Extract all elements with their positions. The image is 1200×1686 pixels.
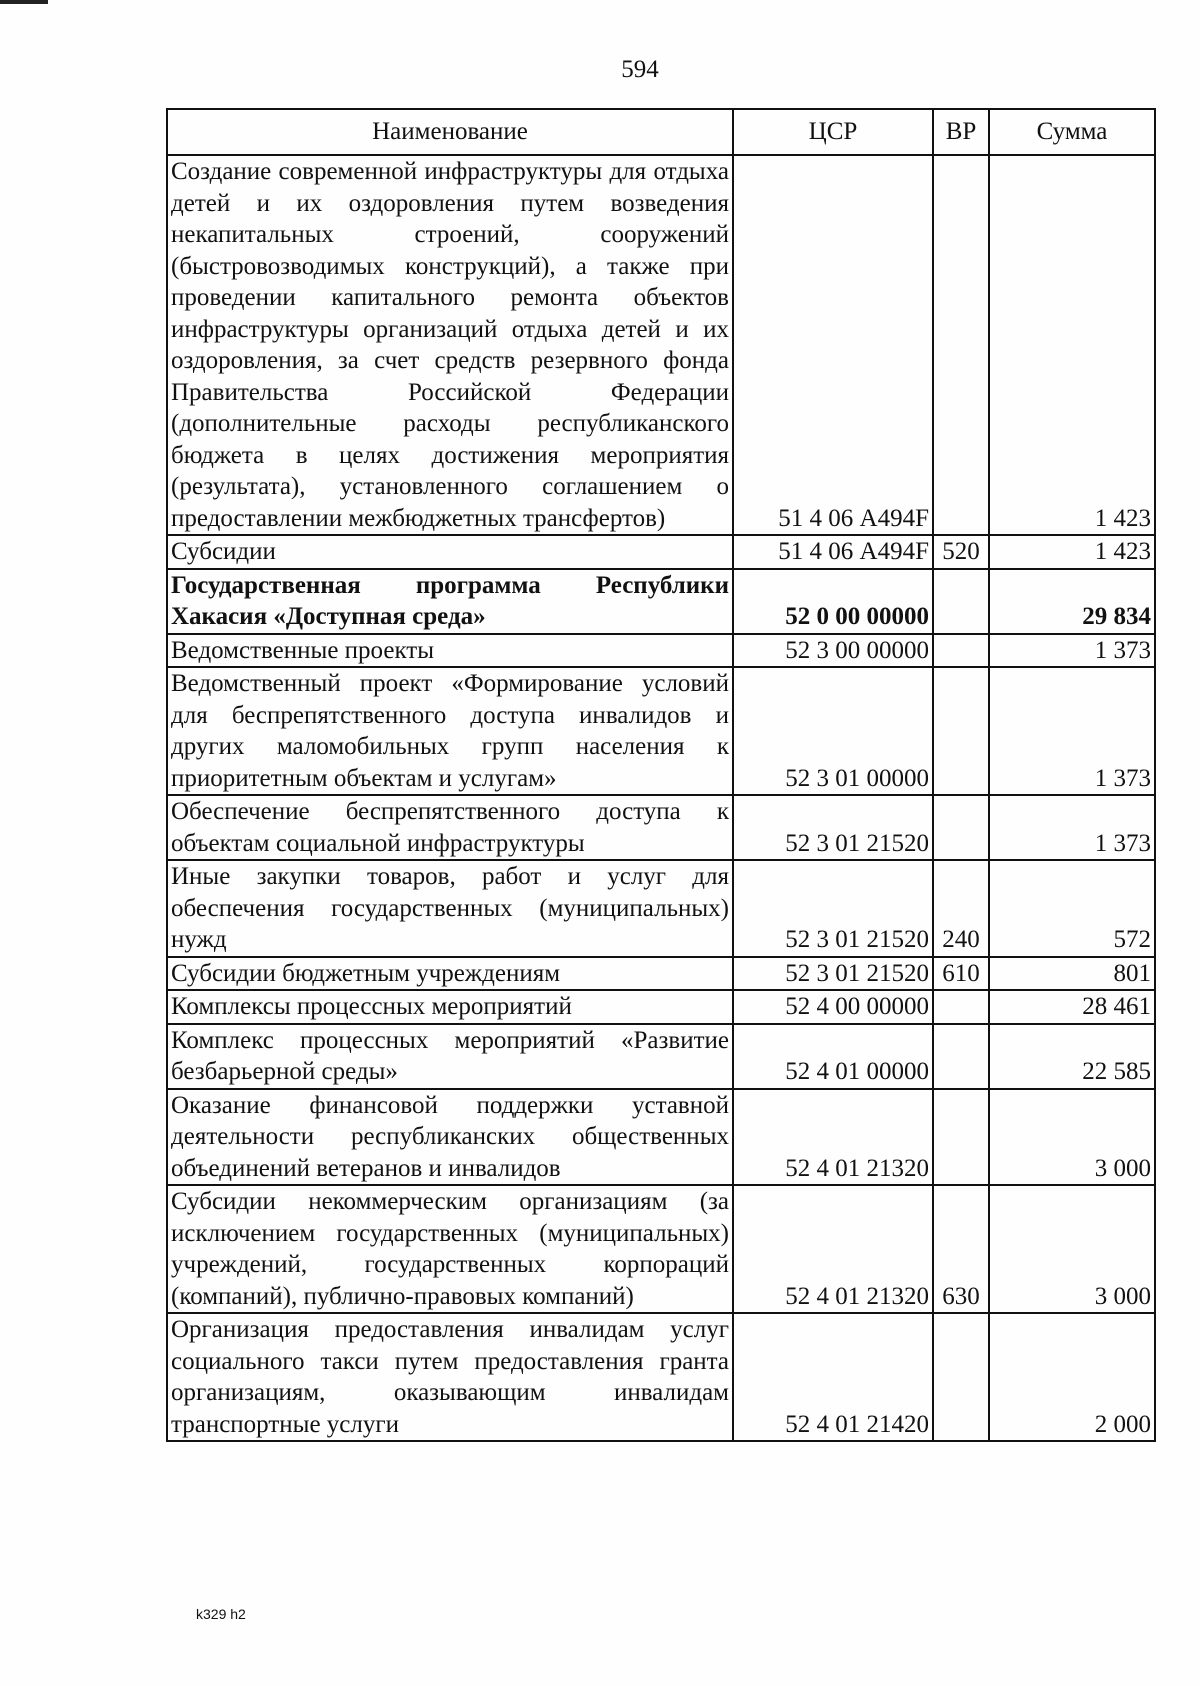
row-sum: 2 000 (989, 1313, 1155, 1441)
budget-table (166, 108, 1156, 1442)
row-vr (933, 569, 989, 634)
row-sum: 1 373 (989, 667, 1155, 795)
table-row (167, 1089, 1155, 1186)
table-row (167, 1024, 1155, 1089)
row-vr: 610 (933, 957, 989, 991)
row-vr (933, 667, 989, 795)
header-vr: ВР (933, 109, 989, 155)
row-sum: 3 000 (989, 1185, 1155, 1313)
table-row (167, 860, 1155, 957)
row-name: Комплексы процессных мероприятий (167, 990, 733, 1024)
row-csr: 52 0 00 00000 (733, 569, 933, 634)
row-vr (933, 1089, 989, 1186)
row-name: Оказание финансовой поддержки уставной деятельности республиканских общественных объединений ветеранов и инвалидов (167, 1089, 733, 1186)
row-name: Субсидии некоммерческим организациям (за исключением государственных (муниципальных) учреждений, государственных корпораций (компаний), публично-правовых компаний) (167, 1185, 733, 1313)
row-sum: 29 834 (989, 569, 1155, 634)
row-vr: 240 (933, 860, 989, 957)
row-csr: 52 3 00 00000 (733, 634, 933, 668)
row-vr (933, 990, 989, 1024)
row-csr: 52 3 01 21520 (733, 795, 933, 860)
table-row (167, 957, 1155, 991)
row-sum: 1 373 (989, 634, 1155, 668)
row-sum: 22 585 (989, 1024, 1155, 1089)
row-vr (933, 155, 989, 535)
row-vr: 630 (933, 1185, 989, 1313)
table-row (167, 1185, 1155, 1313)
table-header-row (167, 109, 1155, 155)
row-csr: 51 4 06 А494F (733, 155, 933, 535)
row-csr: 51 4 06 А494F (733, 535, 933, 569)
table-row (167, 795, 1155, 860)
row-vr (933, 795, 989, 860)
table-row (167, 990, 1155, 1024)
row-name: Государственная программа Республики Хакасия «Доступная среда» (167, 569, 733, 634)
row-vr (933, 1024, 989, 1089)
row-vr: 520 (933, 535, 989, 569)
row-csr: 52 3 01 21520 (733, 957, 933, 991)
table-row (167, 634, 1155, 668)
top-edge-rule (0, 0, 48, 4)
row-csr: 52 4 01 00000 (733, 1024, 933, 1089)
row-csr: 52 4 01 21320 (733, 1185, 933, 1313)
row-csr: 52 3 01 00000 (733, 667, 933, 795)
row-name: Субсидии (167, 535, 733, 569)
row-sum: 28 461 (989, 990, 1155, 1024)
row-name: Ведомственный проект «Формирование условий для беспрепятственного доступа инвалидов и других маломобильных групп населения к приоритетным объектам и услугам» (167, 667, 733, 795)
row-csr: 52 3 01 21520 (733, 860, 933, 957)
row-name: Ведомственные проекты (167, 634, 733, 668)
row-csr: 52 4 01 21420 (733, 1313, 933, 1441)
header-name: Наименование (167, 109, 733, 155)
header-sum: Сумма (989, 109, 1155, 155)
page-number: 594 (621, 56, 659, 83)
row-sum: 572 (989, 860, 1155, 957)
row-sum: 801 (989, 957, 1155, 991)
table-row (167, 667, 1155, 795)
table-row (167, 1313, 1155, 1441)
row-name: Создание современной инфраструктуры для отдыха детей и их оздоровления путем возведения некапитальных строений, сооружений (быстровозводимых конструкций), а также при проведении капитального ремонта объектов инфраструктуры организаций отдыха детей и их оздоровления, за счет средств резервного фонда Правительства Российской Федерации (дополнительные расходы республиканского бюджета в целях достижения мероприятия (результата), установленного соглашением о предоставлении межбюджетных трансфертов) (167, 155, 733, 535)
row-sum: 1 423 (989, 535, 1155, 569)
row-sum: 1 423 (989, 155, 1155, 535)
row-sum: 1 373 (989, 795, 1155, 860)
row-csr: 52 4 00 00000 (733, 990, 933, 1024)
row-name: Субсидии бюджетным учреждениям (167, 957, 733, 991)
footer-document-code: k329 h2 (196, 1606, 246, 1622)
row-name: Комплекс процессных мероприятий «Развитие безбарьерной среды» (167, 1024, 733, 1089)
table-row (167, 155, 1155, 535)
row-name: Организация предоставления инвалидам услуг социального такси путем предоставления гранта организациям, оказывающим инвалидам транспортные услуги (167, 1313, 733, 1441)
row-vr (933, 634, 989, 668)
table-row-program (167, 569, 1155, 634)
row-vr (933, 1313, 989, 1441)
header-csr: ЦСР (733, 109, 933, 155)
row-name: Иные закупки товаров, работ и услуг для обеспечения государственных (муниципальных) нужд (167, 860, 733, 957)
row-name: Обеспечение беспрепятственного доступа к объектам социальной инфраструктуры (167, 795, 733, 860)
row-csr: 52 4 01 21320 (733, 1089, 933, 1186)
table-row (167, 535, 1155, 569)
row-sum: 3 000 (989, 1089, 1155, 1186)
